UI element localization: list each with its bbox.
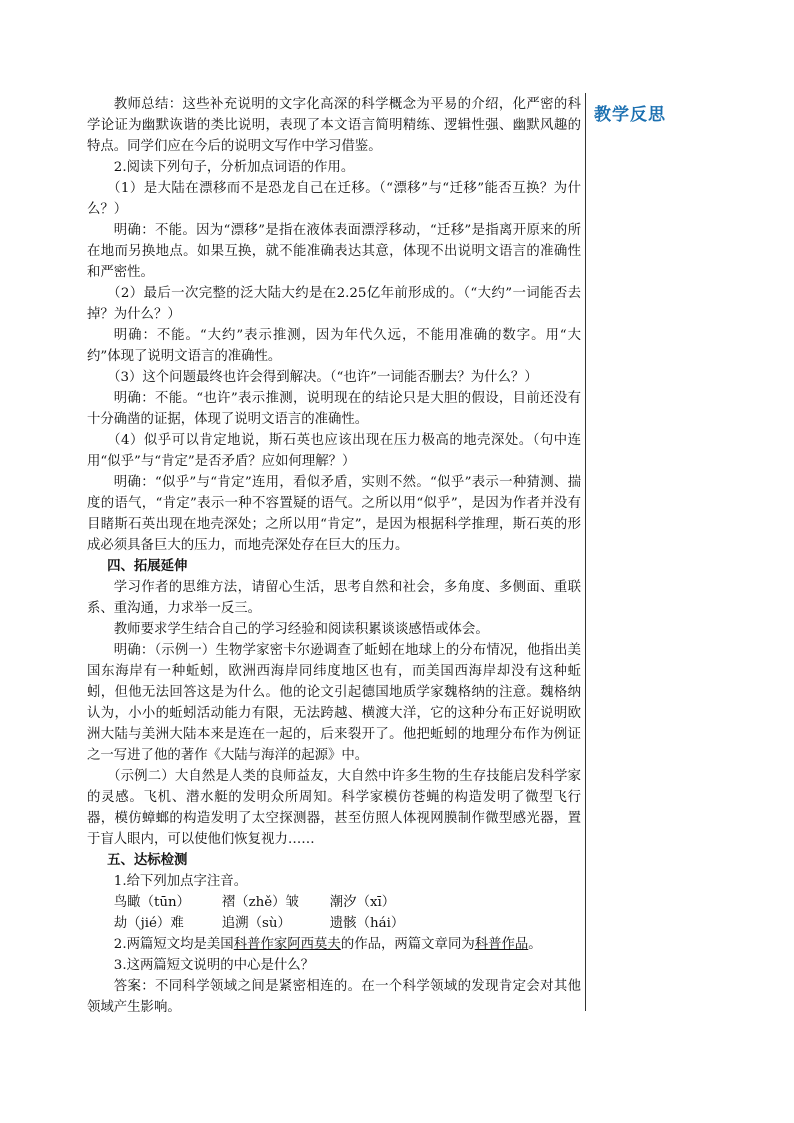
column-divider bbox=[585, 93, 586, 1011]
answer-3: 明确：不能。“也许”表示推测，说明现在的结论只是大胆的假设，目前还没有十分确凿的证据，体现了说明文语言的准确性。 bbox=[87, 391, 581, 427]
question-3: （3）这个问题最终也许会得到解决。（“也许”一词能否删去？为什么？） bbox=[107, 370, 538, 385]
example-two: （示例二）大自然是人类的良师益友，大自然中许多生物的生存技能启发科学家的灵感。飞机、潜水艇的发明众所周知。科学家模仿苍蝇的构造发明了微型飞行器，模仿蟑螂的构造发明了太空探测器，甚至仿照人体视网膜制作微型感光器，置于盲人眼内，可以使他们恢复视力…… bbox=[87, 769, 581, 847]
pinyin-task: 1.给下列加点字注音。 bbox=[113, 874, 248, 889]
task-2-prompt: 2.阅读下列句子，分析加点词语的作用。 bbox=[113, 160, 355, 175]
fill-in-blank-genre: 科普作品 bbox=[474, 937, 529, 952]
answer-4: 明确：“似乎”与“肯定”连用，看似矛盾，实则不然。“似乎”表示一种猜测、揣度的语气，“肯定”表示一种不容置疑的语气。之所以用“似乎”，是因为作者并没有目睹斯石英出现在地壳深处；之所以用“肯定”，是因为根据科学推理，斯石英的形成必须具备巨大的压力，而地壳深处存在巨大的压力。 bbox=[87, 475, 581, 553]
pinyin-row-2 bbox=[87, 913, 581, 934]
answer-2: 明确：不能。“大约”表示推测，因为年代久远，不能用准确的数字。用“大约”体现了说明文语言的准确性。 bbox=[87, 328, 581, 364]
question-2: （2）最后一次完整的泛大陆大约是在2.25亿年前形成的。（“大约”一词能否去掉？为什么？） bbox=[87, 286, 581, 322]
pinyin-row-1 bbox=[87, 892, 581, 913]
question-4: （4）似乎可以肯定地说，斯石英也应该出现在压力极高的地壳深处。（句中连用“似乎”与“肯定”是否矛盾？应如何理解？） bbox=[87, 433, 581, 469]
section-five-heading: 五、达标检测 bbox=[107, 853, 188, 868]
teaching-reflection-title: 教学反思 bbox=[594, 105, 666, 125]
pinyin-item: 劫（jié）难 bbox=[113, 916, 184, 931]
question-1: （1）是大陆在漂移而不是恐龙自己在迁移。（“漂移”与“迁移”能否互换？为什么？） bbox=[87, 181, 581, 217]
section-four-heading: 四、拓展延伸 bbox=[107, 559, 188, 574]
pinyin-item: 遗骸（hái） bbox=[329, 916, 405, 931]
fill-in-text: 。 bbox=[528, 937, 542, 952]
lesson-content bbox=[87, 94, 581, 1018]
center-question: 3.这两篇短文说明的中心是什么？ bbox=[113, 958, 315, 973]
fill-in-blank-author: 科普作家阿西莫夫 bbox=[233, 937, 341, 952]
fill-in-text: 2.两篇短文均是美国 bbox=[113, 937, 234, 952]
pinyin-item: 鸟瞰（tūn） bbox=[113, 895, 190, 910]
example-one: 明确：（示例一）生物学家密卡尔逊调查了蚯蚓在地球上的分布情况，他指出美国东海岸有一种蚯蚓，欧洲西海岸同纬度地区也有，而美国西海岸却没有这种蚯蚓，但他无法回答这是为什么。他的论文引起德国地质学家魏格纳的注意。魏格纳认为，小小的蚯蚓活动能力有限，无法跨越、横渡大洋，它的这种分布正好说明欧洲大陆与美洲大陆本来是连在一起的，后来裂开了。他把蚯蚓的地理分布作为例证之一写进了他的著作《大陆与海洋的起源》中。 bbox=[87, 643, 581, 763]
pinyin-item: 追溯（sù） bbox=[221, 916, 291, 931]
pinyin-item: 褶（zhě）皱 bbox=[221, 895, 299, 910]
answer-1: 明确：不能。因为“漂移”是指在液体表面漂浮移动，“迁移”是指离开原来的所在地而另换地点。如果互换，就不能准确表达其意，体现不出说明文语言的准确性和严密性。 bbox=[87, 223, 581, 280]
fill-in-task bbox=[87, 934, 581, 955]
fill-in-text: 的作品，两篇文章同为 bbox=[340, 937, 475, 952]
answer-text: 答案：不同科学领域之间是紧密相连的。在一个科学领域的发现肯定会对其他领域产生影响。 bbox=[87, 979, 581, 1015]
pinyin-item: 潮汐（xī） bbox=[329, 895, 396, 910]
teacher-summary: 教师总结：这些补充说明的文字化高深的科学概念为平易的介绍，化严密的科学论证为幽默诙谐的类比说明，表现了本文语言简明精练、逻辑性强、幽默风趣的特点。同学们应在今后的说明文写作中学习借鉴。 bbox=[87, 97, 581, 154]
section-four-p1: 学习作者的思维方法，请留心生活，思考自然和社会，多角度、多侧面、重联系、重沟通，力求举一反三。 bbox=[87, 580, 581, 616]
section-four-p2: 教师要求学生结合自己的学习经验和阅读积累谈谈感悟或体会。 bbox=[113, 622, 489, 637]
